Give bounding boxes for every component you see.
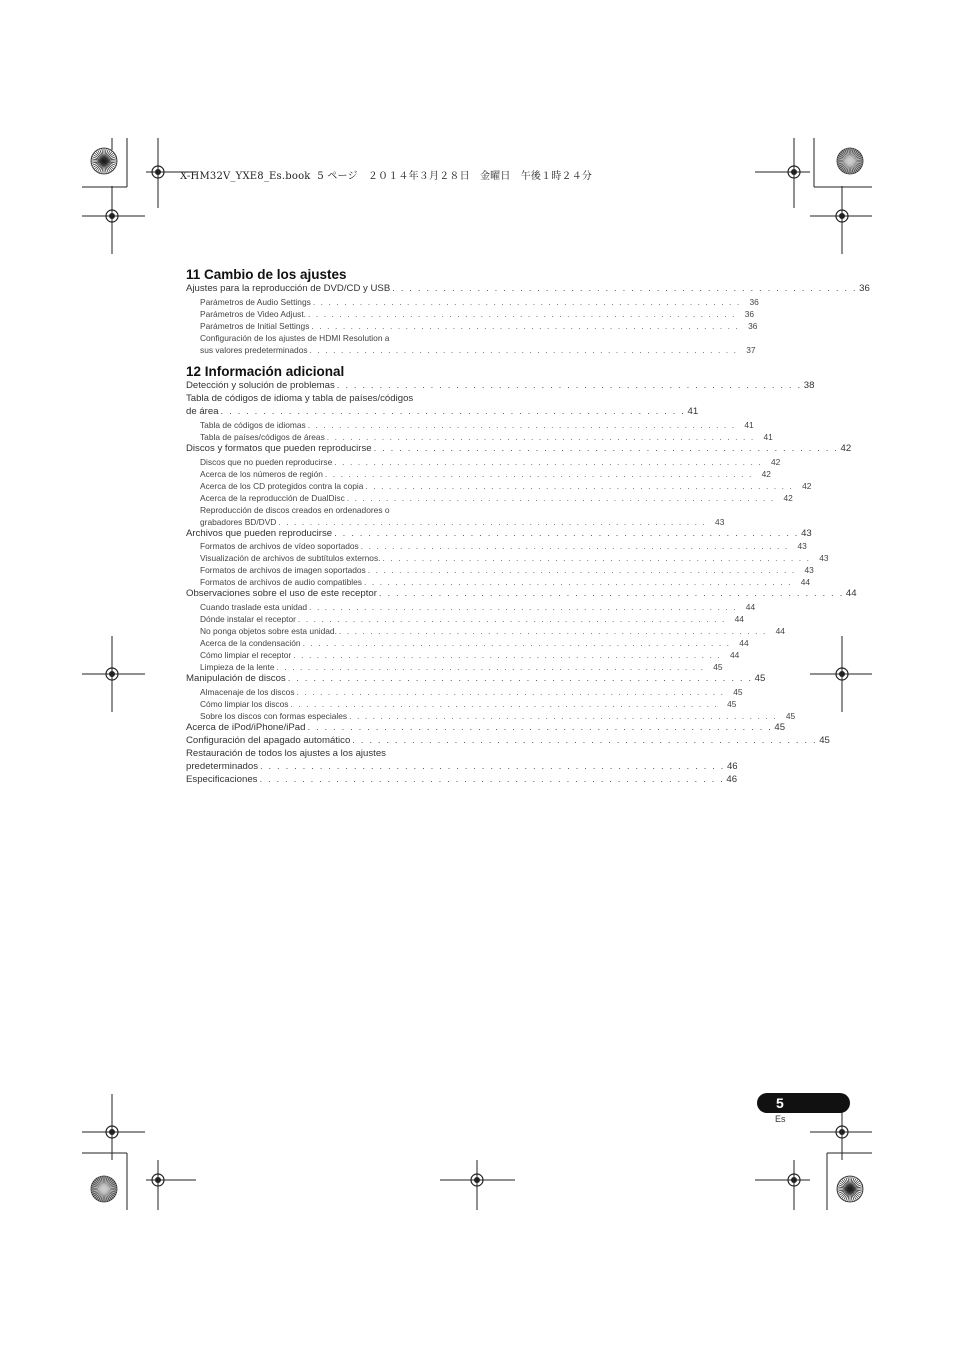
toc-entry-text: Tabla de países/códigos de áreas	[200, 431, 325, 442]
toc-page-number: 44	[729, 650, 740, 661]
toc-page-number: 44	[845, 588, 857, 600]
toc-entry[interactable]	[186, 527, 812, 541]
header-time: 午後１時２４分	[520, 171, 593, 182]
print-header	[180, 167, 592, 182]
toc-leader-dots: . . . . . . . . . . . . . . . . . . . . . . . . . . . . . . . . . . . . . . . . . . . . . . . . . . . . . . .	[290, 699, 719, 710]
toc-entry-text: predeterminados	[186, 760, 258, 772]
toc-entry-text: Visualización de archivos de subtítulos externos.	[200, 553, 381, 564]
toc-entry[interactable]	[186, 480, 812, 492]
header-date: ２０１４年３月２８日	[367, 171, 470, 182]
toc-leader-dots: . . . . . . . . . . . . . . . . . . . . . . . . . . . . . . . . . . . . . . . . . . . . . . . . . . . . . . .	[276, 662, 705, 673]
toc-entry[interactable]	[186, 722, 786, 735]
toc-entry[interactable]	[186, 773, 738, 787]
toc-page-number: 44	[800, 577, 811, 588]
toc-entry[interactable]	[186, 456, 781, 468]
toc-entry[interactable]	[186, 296, 759, 308]
header-unit: ページ	[327, 171, 358, 182]
toc-entry-lead-text: Restauración de todos los ajustes a los ajustes	[186, 748, 386, 760]
toc-leader-dots: . . . . . . . . . . . . . . . . . . . . . . . . . . . . . . . . . . . . . . . . . . . . . . . . . . . . . . .	[334, 456, 763, 467]
toc-entry[interactable]	[186, 308, 755, 320]
toc-entry[interactable]	[186, 686, 743, 698]
toc-entry-text: Formatos de archivos de imagen soportados	[200, 565, 366, 576]
toc-page-number: 38	[803, 379, 815, 391]
toc-leader-dots: . . . . . . . . . . . . . . . . . . . . . . . . . . . . . . . . . . . . . . . . . . . . . . . . . . . . . . .	[364, 577, 793, 588]
toc-entry[interactable]	[186, 419, 754, 431]
toc-leader-dots: . . . . . . . . . . . . . . . . . . . . . . . . . . . . . . . . . . . . . . . . . . . . . . . . . . . . . . .	[346, 492, 775, 503]
toc-entry-text: Acerca de iPod/iPhone/iPad	[186, 722, 306, 734]
header-page: 5	[317, 171, 324, 182]
toc-leader-dots: . . . . . . . . . . . . . . . . . . . . . . . . . . . . . . . . . . . . . . . . . . . . . . . . . . . . . . .	[365, 480, 794, 491]
toc-page-number: 44	[775, 626, 785, 637]
toc-leader-dots: . . . . . . . . . . . . . . . . . . . . . . . . . . . . . . . . . . . . . . . . . . . . . . . . . . . . . . .	[287, 673, 753, 685]
toc-page-number: 46	[726, 773, 738, 785]
toc-entry[interactable]	[186, 431, 773, 443]
toc-page-number: 41	[763, 431, 773, 442]
toc-entry-text: No ponga objetos sobre esta unidad.	[200, 626, 337, 637]
toc-entry-text: Formatos de archivos de audio compatibles	[200, 577, 362, 588]
toc-leader-dots: . . . . . . . . . . . . . . . . . . . . . . . . . . . . . . . . . . . . . . . . . . . . . . . . . . . . . . .	[338, 626, 767, 637]
toc-entry[interactable]	[186, 379, 815, 393]
toc-entry[interactable]	[186, 564, 814, 576]
toc-entry[interactable]	[186, 588, 857, 601]
toc-entry-text: Formatos de archivos de vídeo soportados	[200, 541, 359, 552]
toc-page-number: 46	[726, 760, 738, 772]
header-weekday: 金曜日	[479, 171, 511, 182]
toc-entry[interactable]	[186, 710, 796, 722]
toc-leader-dots: . . . . . . . . . . . . . . . . . . . . . . . . . . . . . . . . . . . . . . . . . . . . . . . . . . . . . . .	[349, 711, 778, 722]
toc-leader-dots: . . . . . . . . . . . . . . . . . . . . . . . . . . . . . . . . . . . . . . . . . . . . . . . . . . . . . . .	[378, 588, 844, 600]
toc-entry-text: Parámetros de Audio Settings	[200, 296, 311, 307]
toc-leader-dots: . . . . . . . . . . . . . . . . . . . . . . . . . . . . . . . . . . . . . . . . . . . . . . . . . . . . . . .	[352, 735, 818, 747]
toc-page-number: 45	[754, 673, 766, 685]
toc-entry[interactable]	[186, 442, 852, 456]
toc-leader-dots: . . . . . . . . . . . . . . . . . . . . . . . . . . . . . . . . . . . . . . . . . . . . . . . . . . . . . . .	[309, 602, 738, 613]
toc-entry[interactable]	[186, 735, 830, 748]
toc-page-number: 45	[727, 699, 737, 710]
toc-leader-dots: . . . . . . . . . . . . . . . . . . . . . . . . . . . . . . . . . . . . . . . . . . . . . . . . . . . . . . .	[302, 638, 731, 649]
toc-page-number: 42	[770, 456, 781, 467]
toc-leader-dots: . . . . . . . . . . . . . . . . . . . . . . . . . . . . . . . . . . . . . . . . . . . . . . . . . . . . . . .	[392, 283, 858, 294]
toc-page-number: 45	[819, 735, 830, 747]
toc-page-number: 43	[819, 553, 829, 564]
toc-page-number: 44	[739, 638, 749, 649]
toc-entry-text: Limpieza de la lente	[200, 662, 275, 673]
toc-entry-text: Acerca de los CD protegidos contra la copia	[200, 480, 364, 491]
toc-page-number: 42	[783, 492, 793, 503]
toc-leader-dots: . . . . . . . . . . . . . . . . . . . . . . . . . . . . . . . . . . . . . . . . . . . . . . . . . . . . . . .	[360, 541, 789, 552]
header-file: X-HM32V_YXE8_Es.book	[180, 171, 311, 182]
toc-page-number: 42	[802, 480, 812, 491]
toc-entry[interactable]	[186, 576, 811, 588]
toc-entry-text: Almacenaje de los discos	[200, 687, 295, 698]
toc-entry-text: Archivos que pueden reproducirse	[186, 527, 333, 539]
toc-page-number: 36	[748, 320, 758, 331]
toc-leader-dots: . . . . . . . . . . . . . . . . . . . . . . . . . . . . . . . . . . . . . . . . . . . . . . . . . . . . . . .	[293, 650, 722, 661]
toc-leader-dots: . . . . . . . . . . . . . . . . . . . . . . . . . . . . . . . . . . . . . . . . . . . . . . . . . . . . . . .	[326, 431, 755, 442]
toc-entry[interactable]	[186, 468, 771, 480]
toc-page-number: 42	[840, 442, 852, 454]
toc-leader-dots: . . . . . . . . . . . . . . . . . . . . . . . . . . . . . . . . . . . . . . . . . . . . . . . . . . . . . . .	[297, 614, 726, 625]
toc-entry-text: Parámetros de Video Adjust.	[200, 308, 306, 319]
toc-entry[interactable]	[186, 637, 749, 649]
toc-entry-text: Discos y formatos que pueden reproducirse	[186, 442, 372, 454]
toc-entry[interactable]	[186, 283, 870, 296]
toc-entry[interactable]	[186, 673, 766, 686]
toc-entry-text: Discos que no pueden reproducirse	[200, 456, 333, 467]
toc-leader-dots: . . . . . . . . . . . . . . . . . . . . . . . . . . . . . . . . . . . . . . . . . . . . . . . . . . . . . . .	[336, 379, 802, 391]
toc-entry-text: Cómo limpiar el receptor	[200, 650, 292, 661]
toc-entry-lead-text: Reproducción de discos creados en ordenadores o	[200, 504, 390, 515]
toc-entry[interactable]	[186, 760, 738, 774]
toc-leader-dots: . . . . . . . . . . . . . . . . . . . . . . . . . . . . . . . . . . . . . . . . . . . . . . . . . . . . . . .	[367, 565, 796, 576]
toc-page-number: 36	[749, 296, 759, 307]
registration-rosette-icon	[91, 148, 117, 174]
toc-leader-dots: . . . . . . . . . . . . . . . . . . . . . . . . . . . . . . . . . . . . . . . . . . . . . . . . . . . . . . .	[307, 722, 773, 734]
toc-entry[interactable]	[186, 492, 793, 504]
toc-entry-text: Configuración del apagado automático	[186, 735, 351, 747]
toc-entry-text: Acerca de la reproducción de DualDisc	[200, 492, 345, 503]
toc-entry-text: Acerca de los números de región	[200, 468, 323, 479]
toc-entry-lead	[186, 393, 459, 406]
toc-entry[interactable]	[186, 625, 785, 637]
registration-rosette-icon	[837, 148, 863, 174]
toc-entry[interactable]	[186, 405, 699, 419]
toc-entry-text: Acerca de la condensación	[200, 638, 301, 649]
toc-page-number: 42	[761, 468, 771, 479]
toc-entry-text: Dónde instalar el receptor	[200, 614, 296, 625]
page-number-badge	[757, 1093, 850, 1113]
toc-entry[interactable]	[186, 601, 756, 613]
toc-entry[interactable]	[186, 540, 807, 552]
toc-page-number: 43	[804, 565, 814, 576]
toc-entry[interactable]	[186, 649, 740, 661]
toc-page-number: 45	[733, 687, 743, 698]
toc-page-number: 36	[859, 283, 870, 294]
toc-leader-dots: . . . . . . . . . . . . . . . . . . . . . . . . . . . . . . . . . . . . . . . . . . . . . . . . . . . . . . .	[278, 516, 707, 527]
registration-rosette-icon	[837, 1176, 863, 1202]
toc-leader-dots: . . . . . . . . . . . . . . . . . . . . . . . . . . . . . . . . . . . . . . . . . . . . . . . . . . . . . . .	[307, 419, 736, 430]
toc-leader-dots: . . . . . . . . . . . . . . . . . . . . . . . . . . . . . . . . . . . . . . . . . . . . . . . . . . . . . . .	[334, 527, 800, 539]
toc-leader-dots: . . . . . . . . . . . . . . . . . . . . . . . . . . . . . . . . . . . . . . . . . . . . . . . . . . . . . . .	[260, 760, 725, 772]
toc-leader-dots: . . . . . . . . . . . . . . . . . . . . . . . . . . . . . . . . . . . . . . . . . . . . . . . . . . . . . . .	[312, 296, 741, 307]
toc-page-number: 44	[745, 602, 756, 613]
toc-entry-text: Cuando traslade esta unidad	[200, 602, 308, 613]
toc-entry-lead	[186, 748, 459, 761]
toc-page-number: 43	[797, 541, 807, 552]
toc-leader-dots: . . . . . . . . . . . . . . . . . . . . . . . . . . . . . . . . . . . . . . . . . . . . . . . . . . . . . . .	[308, 308, 737, 319]
toc-entry-text: Sobre los discos con formas especiales	[200, 711, 348, 722]
toc-page-number: 41	[744, 419, 754, 430]
toc-entry[interactable]	[186, 344, 756, 356]
toc-leader-dots: . . . . . . . . . . . . . . . . . . . . . . . . . . . . . . . . . . . . . . . . . . . . . . . . . . . . . . .	[296, 687, 725, 698]
toc-entry-lead-text: Tabla de códigos de idioma y tabla de países/códigos	[186, 392, 414, 404]
toc-leader-dots: . . . . . . . . . . . . . . . . . . . . . . . . . . . . . . . . . . . . . . . . . . . . . . . . . . . . . . .	[382, 553, 811, 564]
toc-page-number: 45	[774, 722, 786, 734]
toc-entry-text: Observaciones sobre el uso de este receptor	[186, 588, 377, 600]
toc-leader-dots: . . . . . . . . . . . . . . . . . . . . . . . . . . . . . . . . . . . . . . . . . . . . . . . . . . . . . . .	[259, 773, 725, 785]
toc-entry-lead-text: Configuración de los ajustes de HDMI Resolution a	[200, 332, 390, 343]
toc-entry-text: sus valores predeterminados	[200, 344, 308, 355]
page-number: 5	[776, 1095, 784, 1111]
toc-entry-text: de área	[186, 405, 219, 417]
toc-entry-text: grabadores BD/DVD	[200, 516, 277, 527]
toc-entry-text: Cómo limpiar los discos	[200, 699, 289, 710]
toc-entry-lead	[186, 504, 459, 516]
section-title: 12 Información adicional	[186, 363, 345, 379]
toc-leader-dots: . . . . . . . . . . . . . . . . . . . . . . . . . . . . . . . . . . . . . . . . . . . . . . . . . . . . . . .	[309, 344, 738, 355]
toc-leader-dots: . . . . . . . . . . . . . . . . . . . . . . . . . . . . . . . . . . . . . . . . . . . . . . . . . . . . . . .	[324, 468, 753, 479]
toc-page-number: 45	[713, 662, 723, 673]
toc-entry[interactable]	[186, 320, 758, 332]
toc-page-number: 43	[801, 527, 812, 539]
toc-entry[interactable]	[186, 552, 829, 564]
toc-entry-text: Manipulación de discos	[186, 673, 286, 685]
toc-entry[interactable]	[186, 698, 737, 710]
section-title: 11 Cambio de los ajustes	[186, 267, 347, 282]
toc-entry-text: Parámetros de Initial Settings	[200, 320, 310, 331]
toc-entry-text: Detección y solución de problemas	[186, 379, 335, 391]
toc-entry[interactable]	[186, 661, 723, 673]
toc-page-number: 37	[746, 344, 756, 355]
registration-rosette-icon	[91, 1176, 117, 1202]
toc-entry-lead	[186, 332, 459, 344]
page-language: Es	[775, 1114, 786, 1124]
table-of-contents	[186, 266, 870, 787]
toc-page-number: 41	[687, 405, 699, 417]
toc-page-number: 36	[744, 308, 755, 319]
toc-leader-dots: . . . . . . . . . . . . . . . . . . . . . . . . . . . . . . . . . . . . . . . . . . . . . . . . . . . . . . .	[220, 405, 686, 417]
toc-entry[interactable]	[186, 613, 744, 625]
toc-page-number: 45	[785, 711, 796, 722]
toc-page-number: 43	[715, 516, 725, 527]
toc-entry[interactable]	[186, 516, 725, 528]
toc-entry-text: Tabla de códigos de idiomas	[200, 419, 306, 430]
toc-entry-text: Especificaciones	[186, 773, 258, 785]
toc-leader-dots: . . . . . . . . . . . . . . . . . . . . . . . . . . . . . . . . . . . . . . . . . . . . . . . . . . . . . . .	[373, 442, 839, 454]
toc-page-number: 44	[734, 614, 744, 625]
toc-entry-text: Ajustes para la reproducción de DVD/CD y USB	[186, 283, 391, 294]
toc-leader-dots: . . . . . . . . . . . . . . . . . . . . . . . . . . . . . . . . . . . . . . . . . . . . . . . . . . . . . . .	[311, 320, 740, 331]
